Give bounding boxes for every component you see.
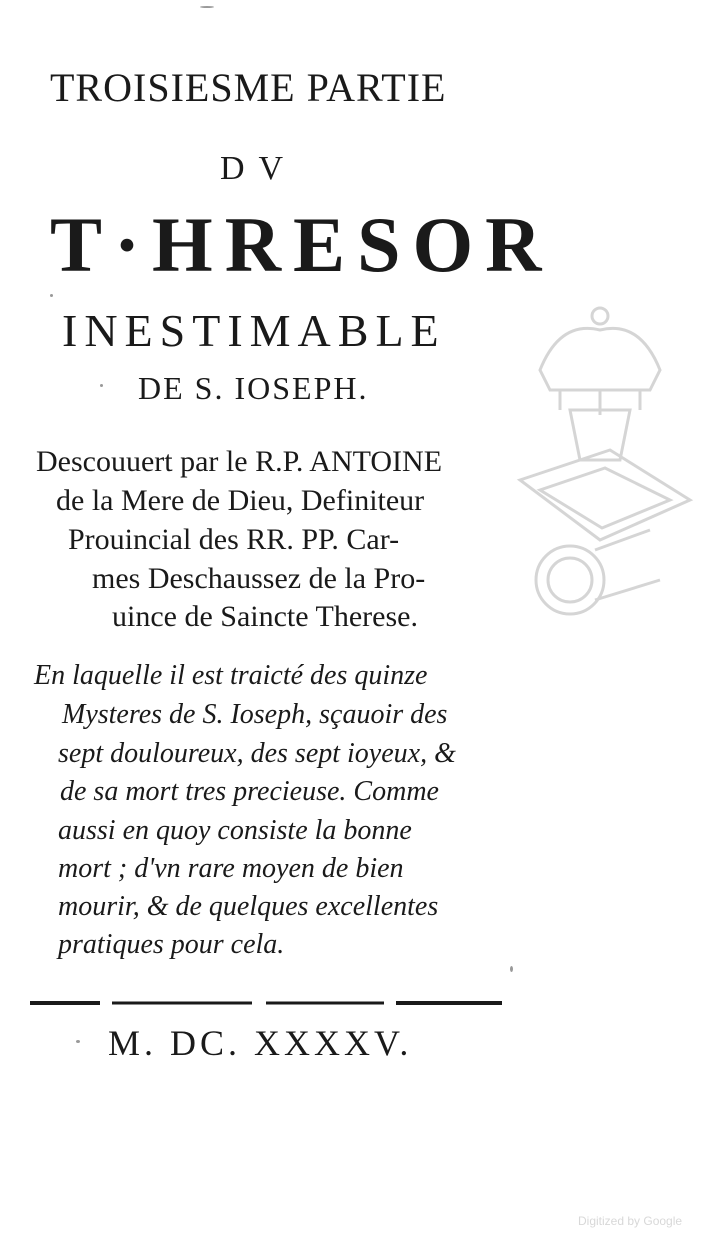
summary-line-5: aussi en quoy consiste la bonne — [58, 815, 412, 846]
ornamental-rule — [30, 998, 502, 1008]
paper-speck — [50, 294, 53, 297]
summary-line-4: de sa mort tres precieuse. Comme — [60, 776, 439, 807]
title-line-inestimable: INESTIMABLE — [62, 305, 446, 356]
author-line-2: de la Mere de Dieu, Definiteur — [56, 484, 425, 517]
paper-speck — [510, 966, 513, 972]
title-line-thresor: T·HRESOR — [50, 201, 554, 288]
summary-line-6: mort ; d'vn rare moyen de bien — [58, 853, 404, 884]
library-stamp-crown-icon — [500, 300, 710, 640]
title-line-troisiesme-partie: TROISIESME PARTIE — [50, 65, 447, 110]
publication-date: M. DC. XXXXV. — [108, 1023, 413, 1063]
digitization-watermark: Digitized by Google — [578, 1214, 683, 1228]
paper-speck — [200, 6, 214, 8]
title-line-du: DV — [220, 150, 298, 187]
author-line-4: mes Deschaussez de la Pro- — [92, 562, 426, 595]
summary-line-1: En laquelle il est traicté des quinze — [34, 660, 428, 691]
paper-speck — [76, 1040, 80, 1043]
title-line-de-s-ioseph: DE S. IOSEPH. — [138, 370, 369, 406]
summary-line-7: mourir, & de quelques excellentes — [58, 891, 439, 922]
author-line-3: Prouincial des RR. PP. Car- — [68, 523, 400, 556]
author-line-1: Descouuert par le R.P. ANTOINE — [36, 445, 443, 478]
author-line-5: uince de Saincte Therese. — [112, 600, 418, 633]
summary-line-2: Mysteres de S. Ioseph, sçauoir des — [62, 699, 448, 730]
summary-line-8: pratiques pour cela. — [58, 929, 285, 960]
paper-speck — [100, 384, 103, 387]
summary-line-3: sept douloureux, des sept ioyeux, & — [58, 738, 456, 769]
